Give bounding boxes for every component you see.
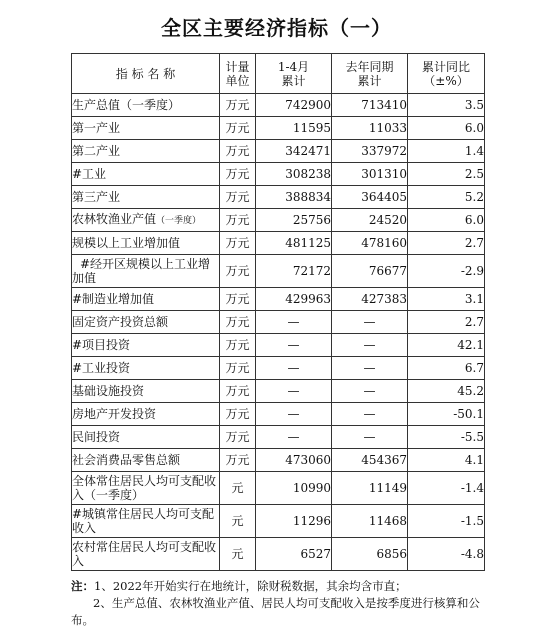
row-name: #项目投资 [72,334,220,357]
table-row [72,472,485,505]
row-name: #城镇常住居民人均可支配收入 [72,505,220,538]
header-previous: 去年同期 累计 [332,54,408,94]
row-previous: — [332,311,408,334]
row-previous: — [332,380,408,403]
row-name: 农村常住居民人均可支配收入 [72,538,220,571]
row-unit: 元 [220,472,256,505]
row-previous: 713410 [332,94,408,117]
row-previous: 24520 [332,209,408,232]
footnote-label: 注： [71,579,94,593]
row-name: 第一产业 [72,117,220,140]
table-row [72,449,485,472]
header-yoy: 累计同比 （±%） [408,54,485,94]
header-current: 1-4月 累计 [256,54,332,94]
header-unit: 计量 单位 [220,54,256,94]
row-previous: 11033 [332,117,408,140]
footnote-text-1: 1、2022年开始实行在地统计，除财税数据，其余均含市直； [94,579,407,593]
row-current: — [256,380,332,403]
table-row [72,505,485,538]
row-current: 742900 [256,94,332,117]
row-unit: 万元 [220,357,256,380]
row-yoy: -1.4 [408,472,485,505]
row-name: #工业投资 [72,357,220,380]
row-previous: 364405 [332,186,408,209]
row-current: 388834 [256,186,332,209]
row-unit: 万元 [220,140,256,163]
row-unit: 万元 [220,94,256,117]
table-row [72,426,485,449]
row-yoy: -50.1 [408,403,485,426]
table-row [72,288,485,311]
row-unit: 万元 [220,426,256,449]
row-yoy: 2.7 [408,311,485,334]
row-previous: — [332,357,408,380]
row-yoy: 2.7 [408,232,485,255]
row-unit: 万元 [220,117,256,140]
indicator-table [71,53,485,571]
row-current: 10990 [256,472,332,505]
row-unit: 万元 [220,232,256,255]
row-previous: 454367 [332,449,408,472]
table-row [72,94,485,117]
row-current: 473060 [256,449,332,472]
row-yoy: 3.1 [408,288,485,311]
row-previous: 478160 [332,232,408,255]
row-unit: 万元 [220,209,256,232]
row-yoy: 1.4 [408,140,485,163]
row-unit: 万元 [220,288,256,311]
row-current: — [256,403,332,426]
row-unit: 万元 [220,255,256,288]
row-previous: 427383 [332,288,408,311]
table-row [72,232,485,255]
table-row [72,117,485,140]
footnote-2: 2、生产总值、农林牧渔业产值、居民人均可支配收入是按季度进行核算和公布。 [71,596,480,627]
row-name: 生产总值（一季度） [72,94,220,117]
row-unit: 元 [220,538,256,571]
table-row [72,403,485,426]
table-row [72,311,485,334]
row-name: #经开区规模以上工业增加值 [72,255,220,288]
row-previous: — [332,334,408,357]
row-previous: 11468 [332,505,408,538]
row-current: — [256,334,332,357]
row-name: 房地产开发投资 [72,403,220,426]
row-yoy: 4.1 [408,449,485,472]
row-current: 429963 [256,288,332,311]
row-previous: — [332,403,408,426]
row-current: 481125 [256,232,332,255]
table-row [72,357,485,380]
row-yoy: -5.5 [408,426,485,449]
row-yoy: 3.5 [408,94,485,117]
row-current: — [256,357,332,380]
page-title: 全区主要经济指标（一） [161,16,392,40]
row-previous: — [332,426,408,449]
table-header-row [72,54,485,94]
row-name: #制造业增加值 [72,288,220,311]
row-previous: 301310 [332,163,408,186]
row-yoy: 5.2 [408,186,485,209]
row-yoy: 42.1 [408,334,485,357]
row-name: 第二产业 [72,140,220,163]
row-previous: 6856 [332,538,408,571]
table-row [72,209,485,232]
row-name-cell [72,209,220,232]
table-row [72,380,485,403]
row-name-suffix: （一季度） [156,216,202,226]
table-row [72,334,485,357]
row-unit: 万元 [220,334,256,357]
row-name: 民间投资 [72,426,220,449]
row-yoy: 6.0 [408,117,485,140]
row-yoy: -2.9 [408,255,485,288]
table-row [72,538,485,571]
row-yoy: -1.5 [408,505,485,538]
row-previous: 337972 [332,140,408,163]
row-name: #工业 [72,163,220,186]
row-name: 农林牧渔业产值 [72,212,157,226]
row-previous: 76677 [332,255,408,288]
row-current: 72172 [256,255,332,288]
row-unit: 万元 [220,449,256,472]
row-unit: 万元 [220,186,256,209]
row-current: 11296 [256,505,332,538]
row-current: 308238 [256,163,332,186]
row-yoy: 6.7 [408,357,485,380]
row-yoy: 45.2 [408,380,485,403]
row-current: 6527 [256,538,332,571]
row-unit: 万元 [220,311,256,334]
row-name: 固定资产投资总额 [72,311,220,334]
row-name: 全体常住居民人均可支配收入（一季度） [72,472,220,505]
row-current: 25756 [256,209,332,232]
row-yoy: 2.5 [408,163,485,186]
row-previous: 11149 [332,472,408,505]
row-current: — [256,426,332,449]
row-yoy: 6.0 [408,209,485,232]
row-current: 11595 [256,117,332,140]
row-yoy: -4.8 [408,538,485,571]
table-row [72,255,485,288]
table-row [72,163,485,186]
row-name: 基础设施投资 [72,380,220,403]
row-name: 第三产业 [72,186,220,209]
row-unit: 万元 [220,380,256,403]
footnotes [71,578,484,629]
row-unit: 万元 [220,163,256,186]
footnote-1 [71,578,484,595]
row-current: 342471 [256,140,332,163]
table-row [72,140,485,163]
row-unit: 元 [220,505,256,538]
table-row [72,186,485,209]
header-name: 指 标 名 称 [72,54,220,94]
row-name: 规模以上工业增加值 [72,232,220,255]
row-name: 社会消费品零售总额 [72,449,220,472]
row-current: — [256,311,332,334]
row-unit: 万元 [220,403,256,426]
